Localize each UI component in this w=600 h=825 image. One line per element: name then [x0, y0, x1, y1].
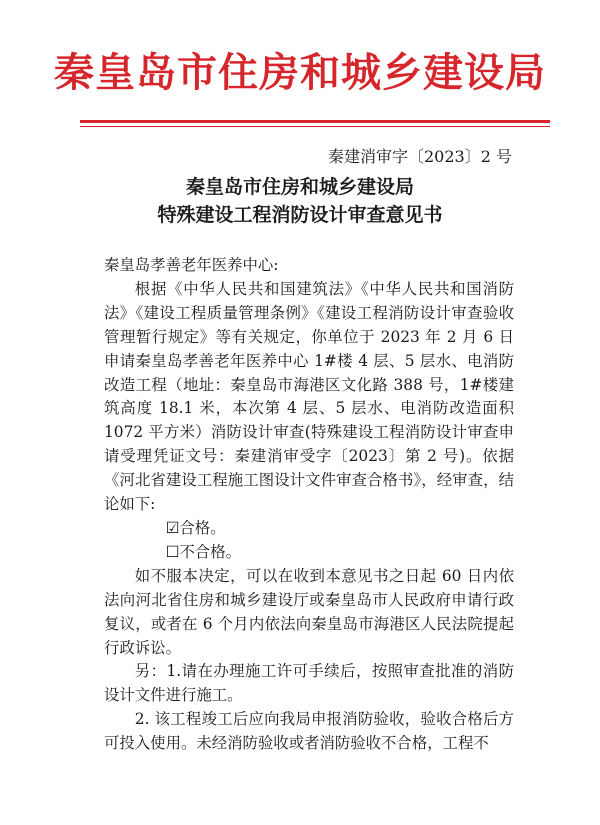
conclusion-fail	[104, 541, 514, 565]
note-2: 2. 该工程竣工后应向我局申报消防验收，验收合格后方可投入使用。未经消防验收或者消防验收不合格，工程不	[104, 710, 514, 753]
main-paragraph: 根据《中华人民共和国建筑法》《中华人民共和国消防法》《建设工程质量管理条例》《建设工程消防设计审查验收管理暂行规定》等有关规定，你单位于 2023 年 2 月 6 日申请秦皇岛孝善老年医养中心 1#楼 4 层、5 层水、电消防改造工程（地址：秦皇岛市海港区文化路 388 号，1#楼建筑高度 18.1 米，本次第 4 层、5 层水、电消防改造面积 1072 平方米）消防设计审查(特殊建设工程消防设计审查申请受理凭证文号：秦建消审受字〔2023〕第 2 号)。依据《河北省建设工程施工图设计文件审查合格书》，经审查，结论如下:	[104, 279, 514, 514]
recipient-line: 秦皇岛孝善老年医养中心:	[104, 256, 279, 274]
checked-box-icon: ☑	[165, 518, 180, 537]
letterhead-rule-thick	[80, 120, 550, 123]
conclusion-pass-label: 合格。	[179, 518, 226, 537]
unchecked-box-icon: ☐	[165, 542, 180, 561]
conclusion-pass	[104, 517, 514, 541]
document-title-line-2: 特殊建设工程消防设计审查意见书	[157, 204, 443, 226]
letterhead-rule-thin	[80, 126, 550, 127]
letterhead-title: 秦皇岛市住房和城乡建设局	[54, 50, 546, 96]
document-title-line-1: 秦皇岛市住房和城乡建设局	[185, 176, 414, 198]
document-number: 秦建消审字〔2023〕2 号	[328, 147, 512, 166]
appeal-paragraph: 如不服本决定，可以在收到本意见书之日起 60 日内依法向河北省住房和城乡建设厅或秦皇岛市人民政府申请行政复议，或者在 6 个月内依法向秦皇岛市海港区人民法院提起行政诉讼。	[104, 566, 514, 657]
document-body	[104, 254, 514, 756]
conclusion-fail-label: 不合格。	[179, 542, 241, 561]
note-1: 另：1.请在办理施工许可手续后，按照审查批准的消防设计文件进行施工。	[104, 662, 514, 705]
